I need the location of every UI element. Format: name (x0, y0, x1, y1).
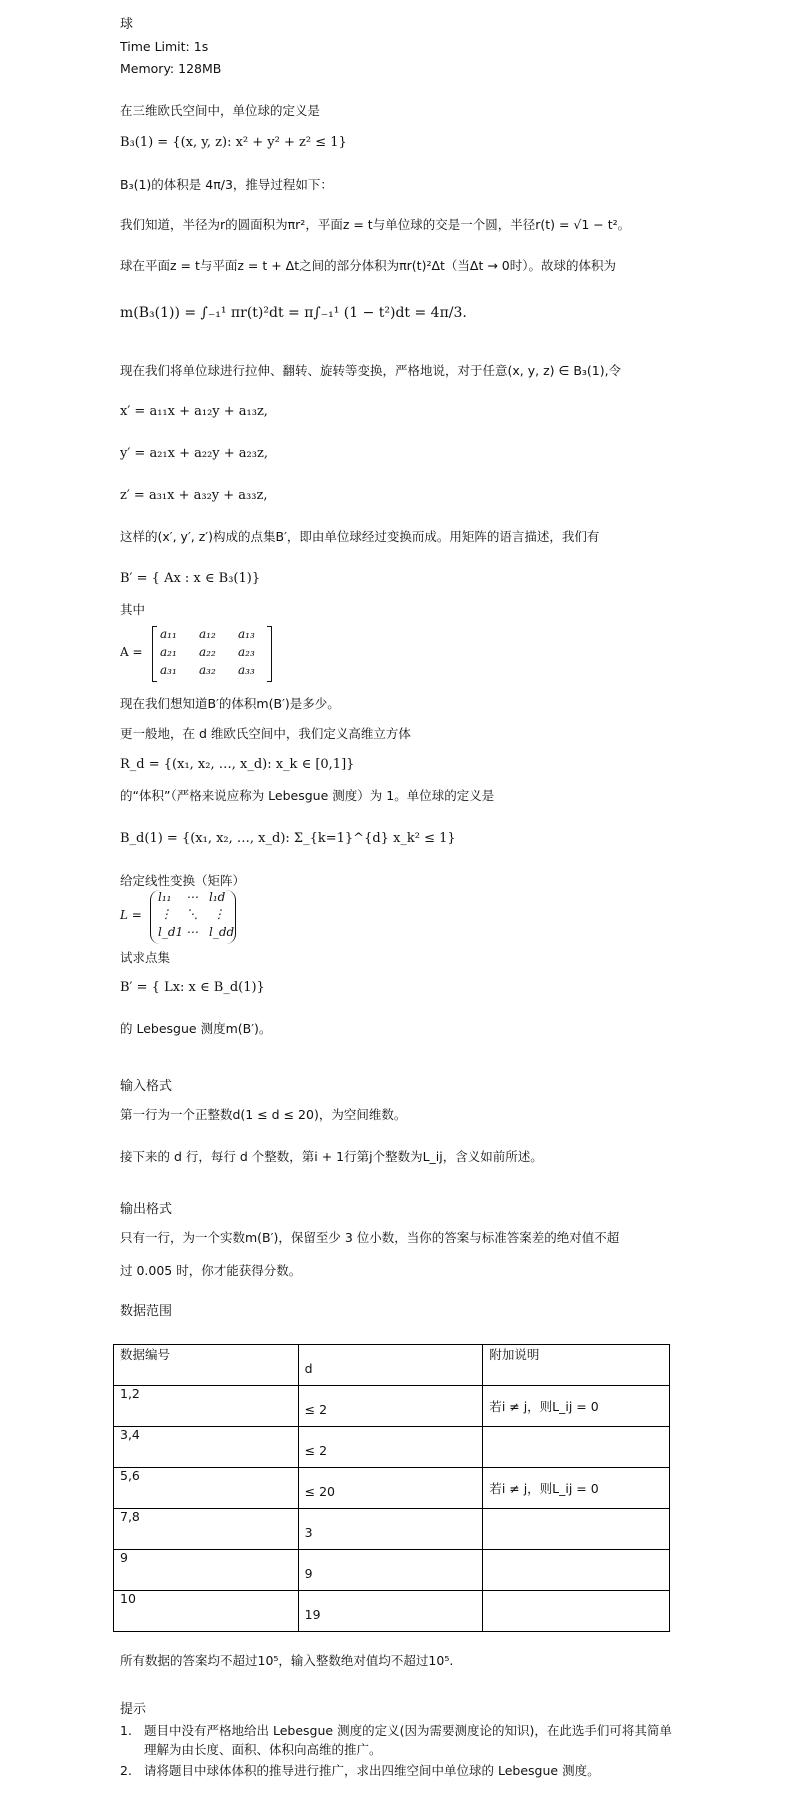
table-row (114, 1509, 670, 1550)
table-cell-id: 5,6 (114, 1468, 299, 1509)
table-cell-d: ≤ 2 (298, 1427, 483, 1468)
matrix-l-cell: l₁₁ (158, 890, 172, 904)
matrix-l-cell: ⋯ (186, 925, 198, 939)
paragraph-volume-question: 现在我们想知道B′的体积m(B′)是多少。 (120, 696, 340, 711)
matrix-a-cell: a₁₂ (199, 627, 216, 641)
table-cell-id: 10 (114, 1591, 299, 1632)
paragraph-circle-area: 我们知道，半径为r的圆面积为πr²，平面z = t与单位球的交是一个圆，半径r(t) = √1 − t²。 (120, 217, 631, 232)
hints-list (120, 1721, 680, 1782)
list-item-text: 题目中没有严格地给出 Lebesgue 测度的定义(因为需要测度论的知识)，在此选手们可将其简单理解为由长度、面积、体积向高维的推广。 (144, 1723, 672, 1757)
formula-ball-volume: m(B₃(1)) = ∫₋₁¹ πr(t)²dt = π∫₋₁¹ (1 − t²)dt = 4π/3. (120, 305, 467, 321)
paragraph-lebesgue: 的“体积”（严格来说应称为 Lebesgue 测度）为 1。单位球的定义是 (120, 788, 495, 803)
table-row (114, 1468, 670, 1509)
list-item (120, 1721, 680, 1759)
input-format-line1: 第一行为一个正整数d(1 ≤ d ≤ 20)，为空间维数。 (120, 1107, 407, 1122)
input-format-line2: 接下来的 d 行，每行 d 个整数，第i + 1行第j个整数为L_ij，含义如前所述。 (120, 1149, 543, 1164)
table-cell-d: ≤ 20 (298, 1468, 483, 1509)
table-cell-d: 9 (298, 1550, 483, 1591)
paragraph-transform: 现在我们将单位球进行拉伸、翻转、旋转等变换，严格地说，对于任意(x, y, z) ∈ B₃(1),令 (120, 363, 622, 378)
list-item-number: 2. (120, 1763, 132, 1778)
table-cell-d: 19 (298, 1591, 483, 1632)
matrix-l (120, 890, 360, 944)
table-cell-d: 3 (298, 1509, 483, 1550)
formula-y-prime: y′ = a₂₁x + a₂₂y + a₂₃z, (120, 446, 268, 461)
paragraph-find-set: 试求点集 (120, 950, 171, 965)
table-cell-note (483, 1509, 670, 1550)
data-range-footer: 所有数据的答案均不超过10⁵，输入整数绝对值均不超过10⁵. (120, 1653, 454, 1668)
table-header-row (114, 1345, 670, 1386)
table-cell-note (483, 1550, 670, 1591)
hints-heading: 提示 (120, 1702, 147, 1717)
table-header-cell: 数据编号 (114, 1345, 299, 1386)
matrix-l-cell: l₁d (209, 890, 226, 904)
table-cell-id: 7,8 (114, 1509, 299, 1550)
matrix-a-cell: a₁₁ (160, 627, 177, 641)
table-header-cell: 附加说明 (483, 1345, 670, 1386)
matrix-a-cell: a₂₁ (160, 645, 177, 659)
paragraph-where: 其中 (120, 602, 146, 617)
table-row (114, 1591, 670, 1632)
list-item (120, 1761, 680, 1780)
table-cell-d: ≤ 2 (298, 1386, 483, 1427)
output-format-heading: 输出格式 (120, 1202, 173, 1217)
input-format-heading: 输入格式 (120, 1079, 173, 1094)
matrix-l-cell: ⋮ (160, 907, 172, 921)
data-range-table (113, 1344, 670, 1632)
table-cell-note (483, 1591, 670, 1632)
problem-title: 球 (120, 17, 134, 32)
formula-x-prime: x′ = a₁₁x + a₁₂y + a₁₃z, (120, 404, 268, 419)
table-cell-id: 3,4 (114, 1427, 299, 1468)
table-cell-id: 1,2 (114, 1386, 299, 1427)
paragraph-linear-map: 给定线性变换（矩阵） (120, 873, 246, 888)
formula-b-prime-a: B′ = { Ax : x ∈ B₃(1)} (120, 571, 261, 586)
matrix-l-parens (150, 890, 236, 944)
matrix-a-cell: a₂₃ (238, 645, 255, 659)
paragraph-high-dim: 更一般地，在 d 维欧氏空间中，我们定义高维立方体 (120, 726, 411, 741)
paragraph-slice-volume: 球在平面z = t与平面z = t + Δt之间的部分体积为πr(t)²Δt（当Δt → 0时）。故球的体积为 (120, 258, 616, 273)
formula-unit-ball-d: B_d(1) = {(x₁, x₂, …, x_d): Σ_{k=1}^{d} x_k² ≤ 1} (120, 831, 456, 846)
paragraph-volume: B₃(1)的体积是 4π/3，推导过程如下： (120, 177, 333, 192)
matrix-a-brackets (152, 626, 272, 682)
table-row (114, 1427, 670, 1468)
matrix-a-cell: a₃₃ (238, 663, 255, 677)
table-cell-id: 9 (114, 1550, 299, 1591)
formula-z-prime: z′ = a₃₁x + a₃₂y + a₃₃z, (120, 488, 268, 503)
matrix-l-cell: ⋯ (186, 890, 198, 904)
output-format-line2: 过 0.005 时，你才能获得分数。 (120, 1263, 302, 1278)
paragraph-point-set: 这样的(x′, y′, z′)构成的点集B′，即由单位球经过变换而成。用矩阵的语言描述，我们有 (120, 529, 600, 544)
matrix-l-cell: l_d1 (158, 925, 184, 939)
table-cell-note (483, 1427, 670, 1468)
matrix-a-cell: a₂₂ (199, 645, 216, 659)
formula-b-prime-l: B′ = { Lx: x ∈ B_d(1)} (120, 980, 265, 995)
table-row (114, 1386, 670, 1427)
matrix-a-cell: a₁₃ (238, 627, 255, 641)
output-format-line1: 只有一行，为一个实数m(B′)，保留至少 3 位小数，当你的答案与标准答案差的绝对值不超 (120, 1230, 620, 1245)
table-cell-note: 若i ≠ j，则L_ij = 0 (483, 1468, 670, 1509)
formula-unit-ball-3d: B₃(1) = {(x, y, z): x² + y² + z² ≤ 1} (120, 135, 347, 150)
table-header-cell: d (298, 1345, 483, 1386)
matrix-a-cell: a₃₂ (199, 663, 216, 677)
matrix-l-cell: ⋮ (213, 907, 225, 921)
table-row (114, 1550, 670, 1591)
matrix-a-label: A = (120, 645, 143, 659)
list-item-number: 1. (120, 1723, 132, 1738)
matrix-a (120, 626, 360, 682)
data-range-heading: 数据范围 (120, 1304, 173, 1319)
paragraph-unit-ball-definition: 在三维欧氏空间中，单位球的定义是 (120, 103, 321, 118)
matrix-l-label: L = (120, 908, 142, 922)
matrix-a-cell: a₃₁ (160, 663, 177, 677)
memory-limit: Memory: 128MB (120, 61, 222, 76)
table-cell-note: 若i ≠ j，则L_ij = 0 (483, 1386, 670, 1427)
paragraph-measure: 的 Lebesgue 测度m(B′)。 (120, 1021, 272, 1036)
matrix-l-cell: ⋱ (186, 907, 198, 921)
time-limit: Time Limit: 1s (120, 39, 209, 54)
matrix-l-cell: l_dd (209, 925, 235, 939)
list-item-text: 请将题目中球体体积的推导进行推广，求出四维空间中单位球的 Lebesgue 测度。 (144, 1763, 600, 1778)
formula-cube: R_d = {(x₁, x₂, …, x_d): x_k ∈ [0,1]} (120, 757, 355, 772)
